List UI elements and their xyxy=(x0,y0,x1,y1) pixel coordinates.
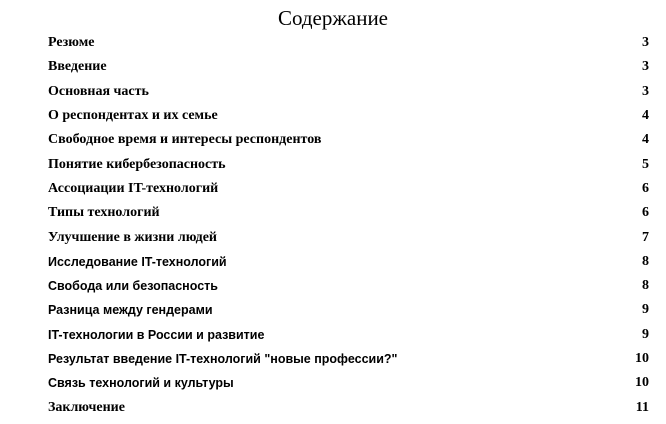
toc-entry-label[interactable]: Связь технологий и культуры xyxy=(48,376,234,391)
toc-entry-page: 4 xyxy=(642,108,649,124)
toc-entry[interactable] xyxy=(48,395,649,419)
toc-entry[interactable] xyxy=(48,274,649,298)
toc-entry[interactable] xyxy=(48,298,649,322)
toc-entry-label[interactable]: Свободное время и интересы респондентов xyxy=(48,132,322,148)
toc-entry-label[interactable]: Введение xyxy=(48,59,107,75)
toc-entry[interactable] xyxy=(48,80,649,104)
toc-entry-page: 7 xyxy=(642,229,649,245)
toc-entry-page: 11 xyxy=(635,399,649,415)
toc-entry-page: 8 xyxy=(642,253,649,269)
toc-entry-page: 10 xyxy=(635,351,649,366)
toc-entry[interactable] xyxy=(48,347,649,371)
toc-entry[interactable] xyxy=(48,128,649,152)
toc-entry-label[interactable]: Свобода или безопасность xyxy=(48,279,218,294)
toc-entry[interactable] xyxy=(48,201,649,225)
toc-entry-page: 3 xyxy=(642,83,649,99)
toc-entry[interactable] xyxy=(48,371,649,395)
toc-entry-page: 9 xyxy=(642,302,649,318)
toc-entry[interactable] xyxy=(48,31,649,55)
toc-entry[interactable] xyxy=(48,152,649,176)
toc-list xyxy=(48,31,649,420)
toc-entry-page: 6 xyxy=(642,180,649,196)
toc-entry-label[interactable]: Разница между гендерами xyxy=(48,303,213,318)
toc-entry-page: 4 xyxy=(642,132,649,148)
toc-entry-label[interactable]: Типы технологий xyxy=(48,205,160,221)
toc-entry-page: 3 xyxy=(642,35,649,51)
toc-entry-page: 3 xyxy=(642,59,649,75)
toc-entry-label[interactable]: Результат введение IT-технологий "новые профессии?" xyxy=(48,352,398,366)
toc-entry-page: 6 xyxy=(642,205,649,221)
toc-entry-page: 9 xyxy=(642,326,649,342)
toc-entry-page: 10 xyxy=(635,375,649,391)
toc-entry[interactable] xyxy=(48,323,649,347)
toc-entry-label[interactable]: О респондентах и их семье xyxy=(48,108,218,124)
toc-entry-label[interactable]: Понятие кибербезопасность xyxy=(48,156,226,172)
toc-entry[interactable] xyxy=(48,55,649,79)
toc-entry-label[interactable]: Резюме xyxy=(48,35,95,51)
toc-entry-label[interactable]: Заключение xyxy=(48,399,125,415)
toc-entry[interactable] xyxy=(48,225,649,249)
toc-entry-label[interactable]: Улучшение в жизни людей xyxy=(48,229,217,245)
toc-entry[interactable] xyxy=(48,250,649,274)
toc-entry-label[interactable]: Основная часть xyxy=(48,83,149,99)
toc-entry[interactable] xyxy=(48,104,649,128)
toc-entry-page: 5 xyxy=(642,156,649,172)
toc-entry-label[interactable]: IT-технологии в России и развитие xyxy=(48,327,265,342)
toc-entry-label[interactable]: Исследование IT-технологий xyxy=(48,254,227,269)
toc-entry-label[interactable]: Ассоциации IT-технологий xyxy=(48,180,219,196)
toc-entry-page: 8 xyxy=(642,278,649,294)
toc-entry[interactable] xyxy=(48,177,649,201)
toc-title: Содержание xyxy=(277,6,389,30)
